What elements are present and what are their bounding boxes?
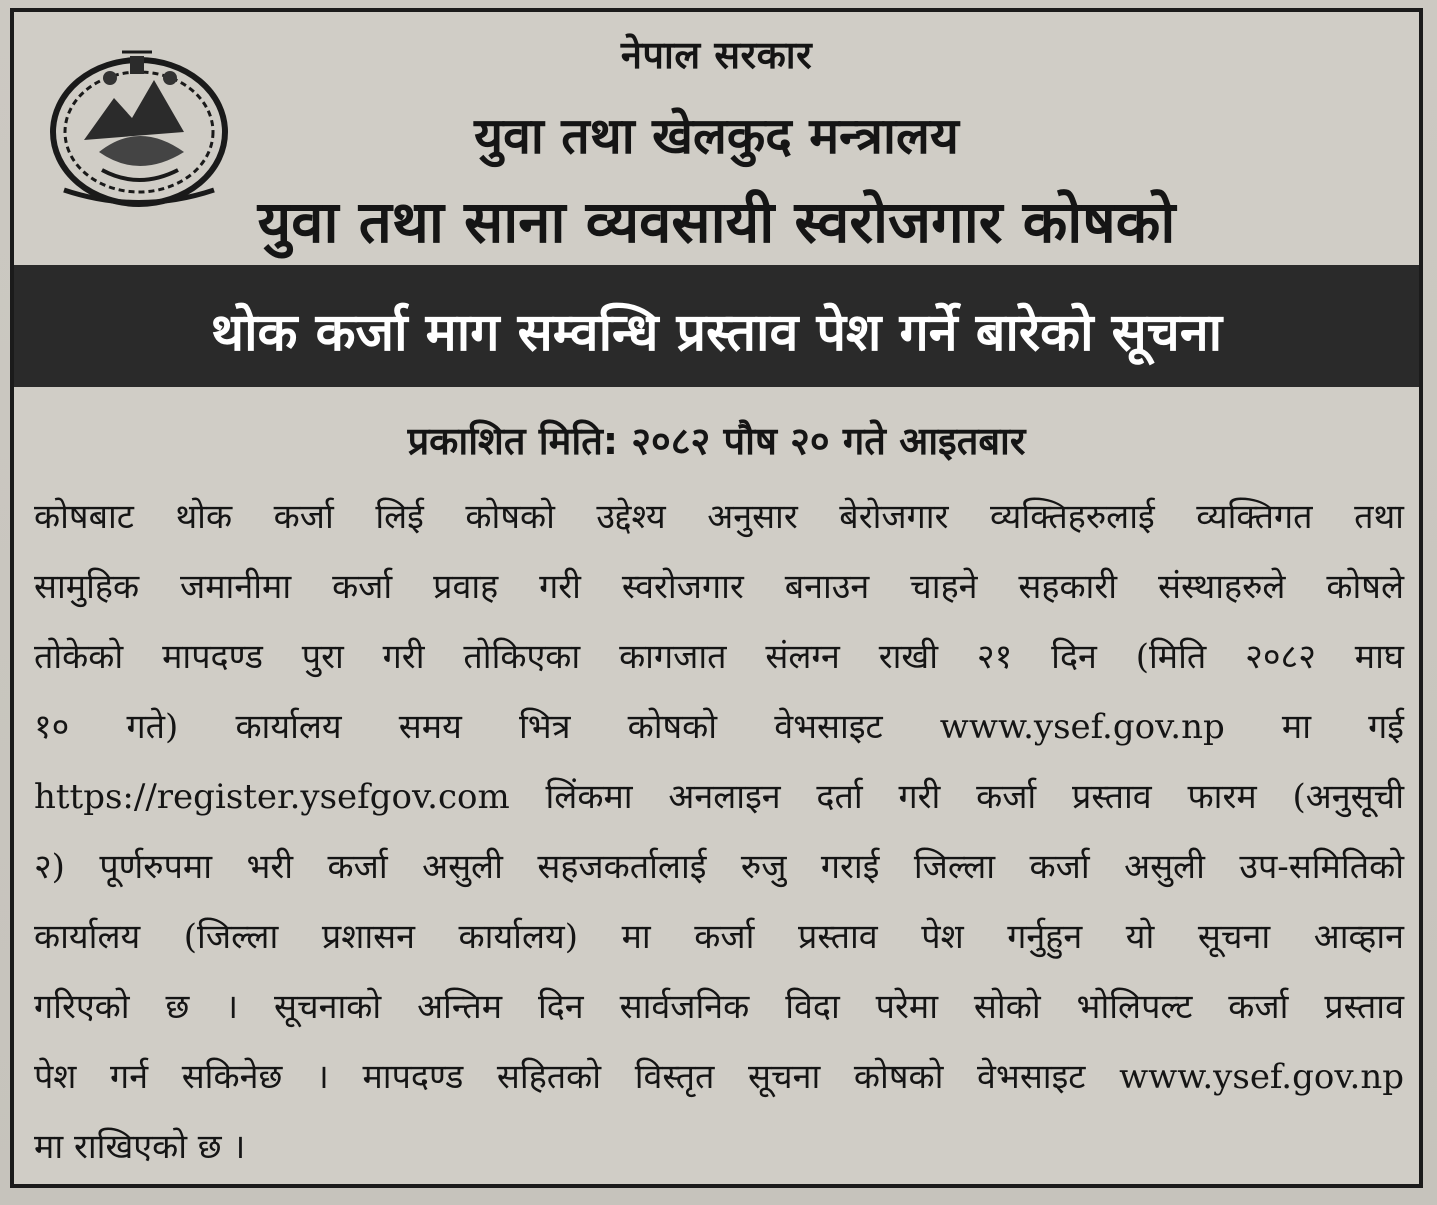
- body-line: २) पूर्णरुपमा भरी कर्जा असुली सहजकर्तालाई रुजु गराई जिल्ला कर्जा असुली उप-समितिको: [34, 847, 1404, 887]
- notice-body: [34, 482, 1404, 1182]
- ministry-heading: युवा तथा खेलकुद मन्त्रालय: [474, 107, 959, 165]
- notice-title-banner: [14, 265, 1419, 387]
- published-date: प्रकाशित मिति: २०८२ पौष २० गते आइतबार: [407, 419, 1026, 463]
- body-line: तोकेको मापदण्ड पुरा गरी तोकिएका कागजात संलग्न राखी २१ दिन (मिति २०८२ माघ: [34, 637, 1404, 677]
- notice-title: थोक कर्जा माग सम्वन्धि प्रस्ताव पेश गर्ने बारेको सूचना: [210, 303, 1223, 363]
- government-heading: नेपाल सरकार: [620, 33, 813, 77]
- notice-box: [10, 8, 1423, 1188]
- body-line: सामुहिक जमानीमा कर्जा प्रवाह गरी स्वरोजगार बनाउन चाहने सहकारी संस्थाहरुले कोषले: [34, 567, 1404, 607]
- body-line: https://register.ysefgov.com लिंकमा अनलाइन दर्ता गरी कर्जा प्रस्ताव फारम (अनुसूची: [34, 777, 1404, 817]
- office-heading: युवा तथा साना व्यवसायी स्वरोजगार कोषको: [257, 188, 1176, 256]
- body-line: कार्यालय (जिल्ला प्रशासन कार्यालय) मा कर्जा प्रस्ताव पेश गर्नुहुन यो सूचना आव्हान: [34, 917, 1404, 957]
- body-line: पेश गर्न सकिनेछ । मापदण्ड सहितको विस्तृत सूचना कोषको वेभसाइट www.ysef.gov.np: [34, 1057, 1404, 1097]
- body-line: कोषबाट थोक कर्जा लिई कोषको उद्देश्य अनुसार बेरोजगार व्यक्तिहरुलाई व्यक्तिगत तथा: [34, 497, 1404, 537]
- body-line: गरिएको छ । सूचनाको अन्तिम दिन सार्वजनिक विदा परेमा सोको भोलिपल्ट कर्जा प्रस्ताव: [34, 987, 1404, 1027]
- body-line: १० गते) कार्यालय समय भित्र कोषको वेभसाइट www.ysef.gov.np मा गई: [34, 707, 1404, 747]
- body-line: मा राखिएको छ ।: [34, 1127, 246, 1167]
